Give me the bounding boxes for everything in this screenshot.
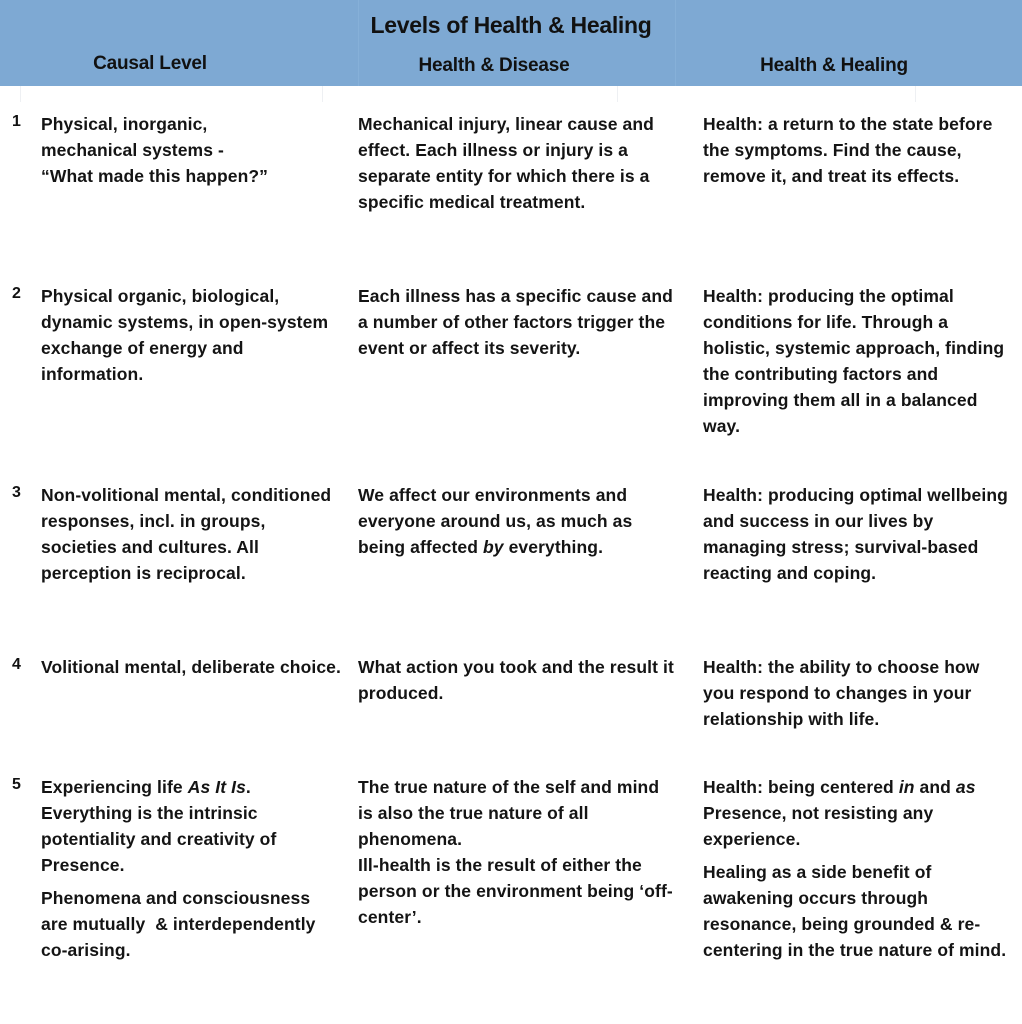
health-disease-cell bbox=[358, 283, 678, 361]
text-span: Experiencing life bbox=[41, 777, 188, 797]
text-span: and bbox=[914, 777, 956, 797]
cell-text: mechanical systems - bbox=[41, 140, 224, 160]
level-number: 2 bbox=[12, 285, 21, 302]
text-span: Health: being centered bbox=[703, 777, 899, 797]
divider bbox=[322, 86, 323, 102]
column-header-causal-level: Causal Level bbox=[93, 53, 207, 74]
health-disease-cell bbox=[358, 774, 678, 930]
cell-text: Health: the ability to choose how you respond to changes in your relationship with life. bbox=[703, 657, 980, 729]
emphasis-text: as bbox=[955, 777, 976, 797]
causal-level-cell bbox=[41, 654, 341, 680]
level-number: 5 bbox=[12, 776, 21, 793]
column-header-health-healing: Health & Healing bbox=[760, 55, 908, 76]
causal-level-cell bbox=[41, 111, 341, 189]
cell-text: Ill-health is the result of either the person or the environment being ‘off-center’. bbox=[358, 855, 673, 927]
cell-text: Health: producing optimal wellbeing and success in our lives by managing stress; survival-based reacting and coping. bbox=[703, 485, 1008, 583]
divider bbox=[915, 86, 916, 102]
cell-text: Health: producing the optimal conditions for life. Through a holistic, systemic approach, finding the contributing factors and improving them all in a balanced way. bbox=[703, 286, 1005, 436]
cell-text: Health: a return to the state before the symptoms. Find the cause, remove it, and treat its effects. bbox=[703, 114, 993, 186]
cell-text: Physical organic, biological, dynamic systems, in open-system exchange of energy and information. bbox=[41, 286, 329, 384]
divider bbox=[617, 86, 618, 102]
cell-text: Mechanical injury, linear cause and effect. Each illness or injury is a separate entity for which there is a specific medical treatment. bbox=[358, 114, 654, 212]
divider bbox=[20, 86, 21, 102]
health-healing-cell bbox=[703, 482, 1013, 586]
cell-text: “What made this happen?” bbox=[41, 166, 268, 186]
emphasis-text: by bbox=[483, 537, 504, 557]
cell-text bbox=[41, 774, 326, 878]
health-healing-cell bbox=[703, 111, 1013, 189]
cell-text: Volitional mental, deliberate choice. bbox=[41, 657, 341, 677]
cell-text: Non-volitional mental, conditioned responses, incl. in groups, societies and cultures. All perception is reciprocal. bbox=[41, 485, 332, 583]
text-span: everything. bbox=[503, 537, 604, 557]
causal-level-cell bbox=[41, 283, 341, 387]
table-header bbox=[0, 0, 1022, 86]
cell-text: Physical, inorganic, bbox=[41, 114, 208, 134]
emphasis-text: in bbox=[898, 777, 915, 797]
cell-text: Healing as a side benefit of awakening occurs through resonance, being grounded & re-centering in the true nature of mind. bbox=[703, 862, 1007, 960]
health-disease-cell bbox=[358, 654, 678, 706]
cell-text: Phenomena and consciousness are mutually & interdependently co-arising. bbox=[41, 888, 316, 960]
causal-level-cell bbox=[41, 482, 341, 586]
text-span: . Everything is the intrinsic potentiality and creativity of Presence. bbox=[41, 777, 277, 875]
cell-text: What action you took and the result it produced. bbox=[358, 657, 674, 703]
health-disease-cell bbox=[358, 482, 678, 560]
causal-level-cell bbox=[41, 774, 326, 963]
text-span: We affect our environments and everyone around us, as much as being affected bbox=[358, 485, 633, 557]
level-number: 1 bbox=[12, 113, 21, 130]
cell-text bbox=[703, 774, 1013, 852]
emphasis-text: As It Is bbox=[187, 777, 246, 797]
health-healing-cell bbox=[703, 654, 1013, 732]
health-healing-cell bbox=[703, 283, 1013, 439]
health-healing-cell bbox=[703, 774, 1013, 963]
health-disease-cell bbox=[358, 111, 678, 215]
level-number: 3 bbox=[12, 484, 21, 501]
page-title: Levels of Health & Healing bbox=[370, 12, 652, 38]
column-header-health-disease: Health & Disease bbox=[418, 55, 570, 76]
level-number: 4 bbox=[12, 656, 21, 673]
cell-text: The true nature of the self and mind is also the true nature of all phenomena. bbox=[358, 777, 660, 849]
text-span: Presence, not resisting any experience. bbox=[703, 803, 934, 849]
cell-text bbox=[358, 482, 678, 560]
cell-text: Each illness has a specific cause and a number of other factors trigger the event or affect its severity. bbox=[358, 286, 673, 358]
